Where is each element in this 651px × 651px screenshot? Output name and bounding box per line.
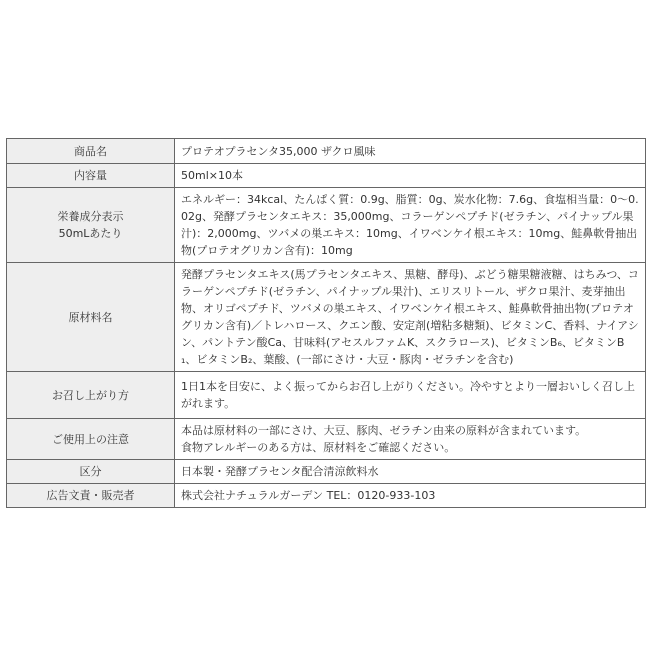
row-label-line: 栄養成分表示 xyxy=(57,210,124,223)
table-row-precautions xyxy=(7,419,646,460)
row-label: 内容量 xyxy=(7,164,175,188)
row-value: 株式会社ナチュラルガーデン TEL：0120-933-103 xyxy=(175,484,646,508)
table-row-contents xyxy=(7,164,646,188)
product-spec-table xyxy=(6,138,646,508)
row-value: 発酵プラセンタエキス(馬プラセンタエキス、黒糖、酵母)、ぶどう糖果糖液糖、はちみつ、コラーゲンペプチド(ゼラチン、パイナップル果汁)、エリスリトール、ザクロ果汁、麦芽抽出物、オリゴペプチド、ツバメの巣エキス、イワベンケイ根エキス、鮭鼻軟骨抽出物(プロテオグリカン含有)／トレハロース、クエン酸、安定剤(増粘多糖類)、ビタミンC、香料、ナイアシン、パントテン酸Ca、甘味料(アセスルファムK、スクラロース)、ビタミンB₆、ビタミンB₁、ビタミンB₂、葉酸、(一部にさけ・大豆・豚肉・ゼラチンを含む) xyxy=(175,263,646,372)
table-row-directions xyxy=(7,372,646,419)
row-value xyxy=(175,419,646,460)
row-label: 区分 xyxy=(7,460,175,484)
table-row-seller xyxy=(7,484,646,508)
row-label: 広告文責・販売者 xyxy=(7,484,175,508)
row-label: 商品名 xyxy=(7,139,175,164)
row-label: 原材料名 xyxy=(7,263,175,372)
row-value: エネルギー：34kcal、たんぱく質：0.9g、脂質：0g、炭水化物：7.6g、食塩相当量：0～0.02g、発酵プラセンタエキス：35,000mg、コラーゲンペプチド(ゼラチン、パイナップル果汁)：2,000mg、ツバメの巣エキス：10mg、イワベンケイ根エキス：10mg、鮭鼻軟骨抽出物(プロテオグリカン含有)：10mg xyxy=(175,188,646,263)
row-label xyxy=(7,188,175,263)
row-label-line: 50mLあたり xyxy=(58,227,123,240)
table-row-nutrition xyxy=(7,188,646,263)
row-value: 1日1本を目安に、よく振ってからお召し上がりください。冷やすとより一層おいしく召し上がれます。 xyxy=(175,372,646,419)
row-value-line: 本品は原材料の一部にさけ、大豆、豚肉、ゼラチン由来の原料が含まれています。 xyxy=(181,424,587,437)
row-value-line: 食物アレルギーのある方は、原材料をご確認ください。 xyxy=(181,441,456,454)
row-value: 日本製・発酵プラセンタ配合清涼飲料水 xyxy=(175,460,646,484)
row-label: お召し上がり方 xyxy=(7,372,175,419)
table-row-category xyxy=(7,460,646,484)
row-label: ご使用上の注意 xyxy=(7,419,175,460)
table-row-ingredients xyxy=(7,263,646,372)
row-value: 50ml×10本 xyxy=(175,164,646,188)
row-value: プロテオプラセンタ35,000 ザクロ風味 xyxy=(175,139,646,164)
table-row-product-name xyxy=(7,139,646,164)
